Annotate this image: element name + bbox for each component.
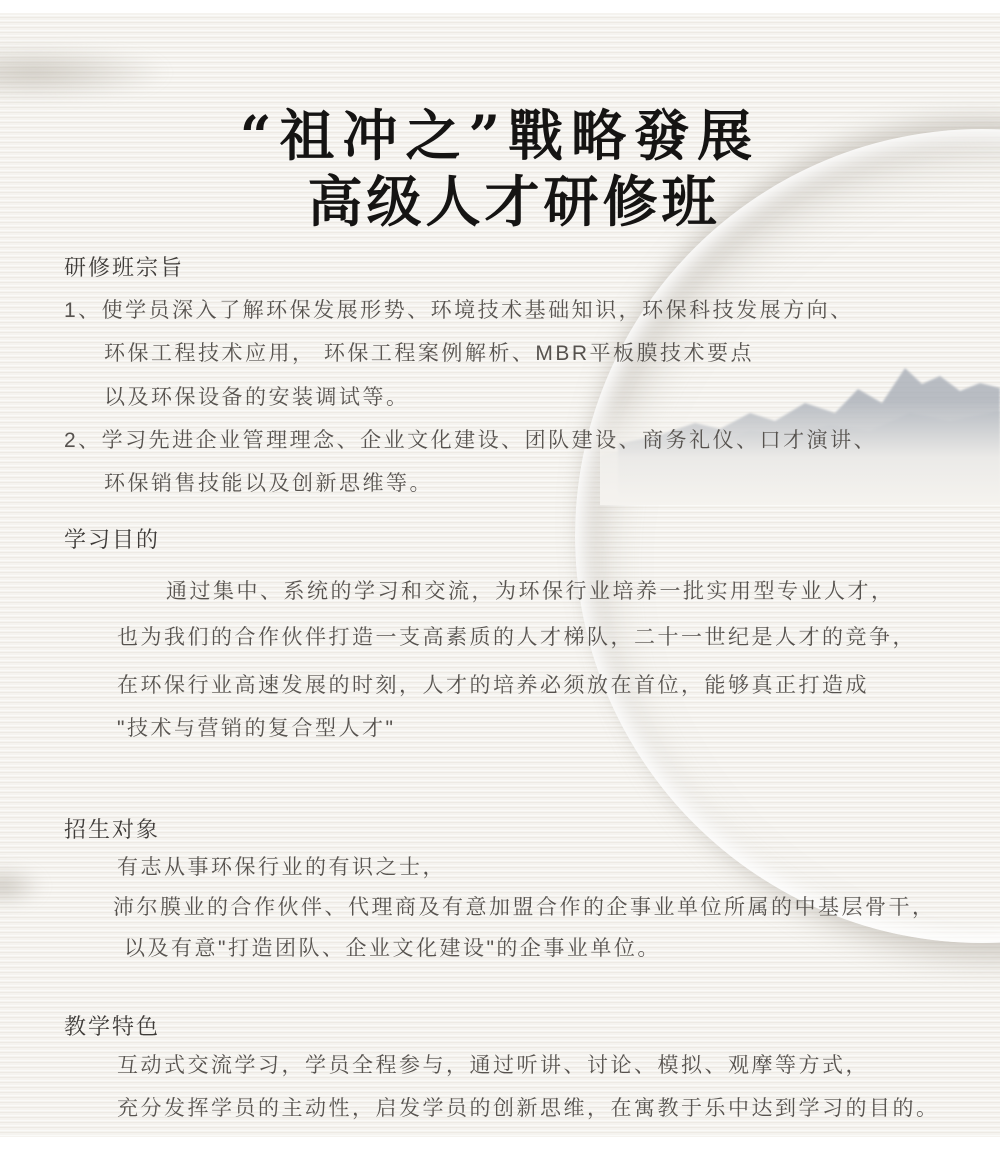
body-line: 以及有意"打造团队、企业文化建设"的企事业单位。: [124, 937, 661, 960]
moon-circle-decoration: [575, 129, 1000, 943]
section-heading-goal: 学习目的: [64, 527, 161, 552]
section-heading-audience: 招生对象: [64, 817, 161, 842]
top-white-band: [0, 0, 1000, 13]
bottom-white-band: [0, 1137, 1000, 1152]
body-line: 充分发挥学员的主动性，启发学员的创新思维，在寓教于乐中达到学习的目的。: [117, 1097, 940, 1120]
body-line: 2、学习先进企业管理理念、企业文化建设、团队建设、商务礼仪、口才演讲、: [64, 429, 878, 452]
body-line: "技术与营销的复合型人才": [117, 717, 396, 740]
title-line-2: 高级人才研修班: [307, 169, 721, 234]
body-line: 环保工程技术应用， 环保工程案例解析、MBR平板膜技术要点: [104, 342, 754, 365]
section-heading-purpose: 研修班宗旨: [64, 255, 185, 280]
body-line: 通过集中、系统的学习和交流，为环保行业培养一批实用型专业人才，: [166, 580, 895, 603]
ink-smudge-mid-left: [0, 866, 44, 906]
body-line: 1、使学员深入了解环保发展形势、环境技术基础知识，环保科技发展方向、: [64, 299, 854, 322]
title-line-1: “祖冲之”戰略發展: [239, 103, 761, 168]
body-line: 环保销售技能以及创新思维等。: [104, 472, 433, 495]
page-title: [40, 102, 960, 234]
body-line: 沛尔膜业的合作伙伴、代理商及有意加盟合作的企事业单位所属的中基层骨干，: [113, 896, 936, 919]
section-heading-features: 教学特色: [64, 1014, 161, 1039]
body-line: 有志从事环保行业的有识之士，: [117, 856, 446, 879]
body-line: 互动式交流学习，学员全程参与，通过听讲、讨论、模拟、观摩等方式，: [117, 1054, 869, 1077]
ink-smudge-top-left: [0, 45, 170, 100]
body-line: 在环保行业高速发展的时刻，人才的培养必须放在首位，能够真正打造成: [117, 674, 869, 697]
body-line: 以及环保设备的安装调试等。: [104, 386, 410, 409]
body-line: 也为我们的合作伙伴打造一支高素质的人才梯队，二十一世纪是人才的竞争，: [117, 626, 916, 649]
